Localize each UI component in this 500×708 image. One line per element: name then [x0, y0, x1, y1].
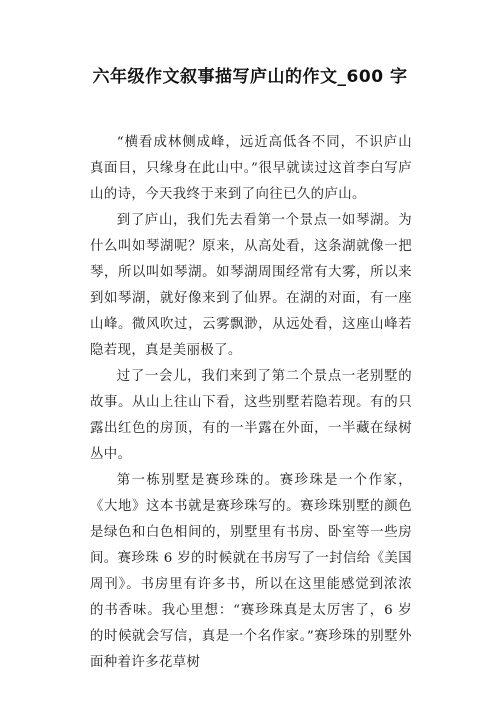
- document-title: 六年级作文叙事描写庐山的作文_600 字: [92, 67, 408, 87]
- paragraph: 过了一会儿，我们来到了第二个景点一老别墅的故事。从山上往山下看，这些别墅若隐若现。有的只露出红色的房顶，有的一半露在外面，一半藏在绿树丛中。: [90, 369, 412, 462]
- paragraph: 第一栋别墅是赛珍珠的。赛珍珠是一个作家，《大地》这本书就是赛珍珠写的。赛珍珠别墅的颜色是绿色和白色相间的，别墅里有书房、卧室等一些房间。赛珍珠 6 岁的时候就在书房写了一封信给《美国周刊》。书房里有许多书，所以在这里能感觉到浓浓的书香味。我心里想：“赛珍珠真是太厉害了，6 岁的时候就会写信，真是一个名作家。”赛珍珠的别墅外面种着许多花草树: [90, 473, 412, 670]
- paragraph: 到了庐山，我们先去看第一个景点一如琴湖。为什么叫如琴湖呢？原来，从高处看，这条湖就像一把琴，所以叫如琴湖。如琴湖周围经常有大雾，所以来到如琴湖，就好像来到了仙界。在湖的对面，有一座山峰。微风吹过，云雾飘渺，从远处看，这座山峰若隐若现，真是美丽极了。: [90, 213, 412, 358]
- paragraph: “横看成林侧成峰，远近高低各不同，不识庐山真面目，只缘身在此山中。”很早就读过这首李白写庐山的诗，今天我终于来到了向往已久的庐山。: [90, 135, 412, 202]
- document-body: [90, 130, 412, 676]
